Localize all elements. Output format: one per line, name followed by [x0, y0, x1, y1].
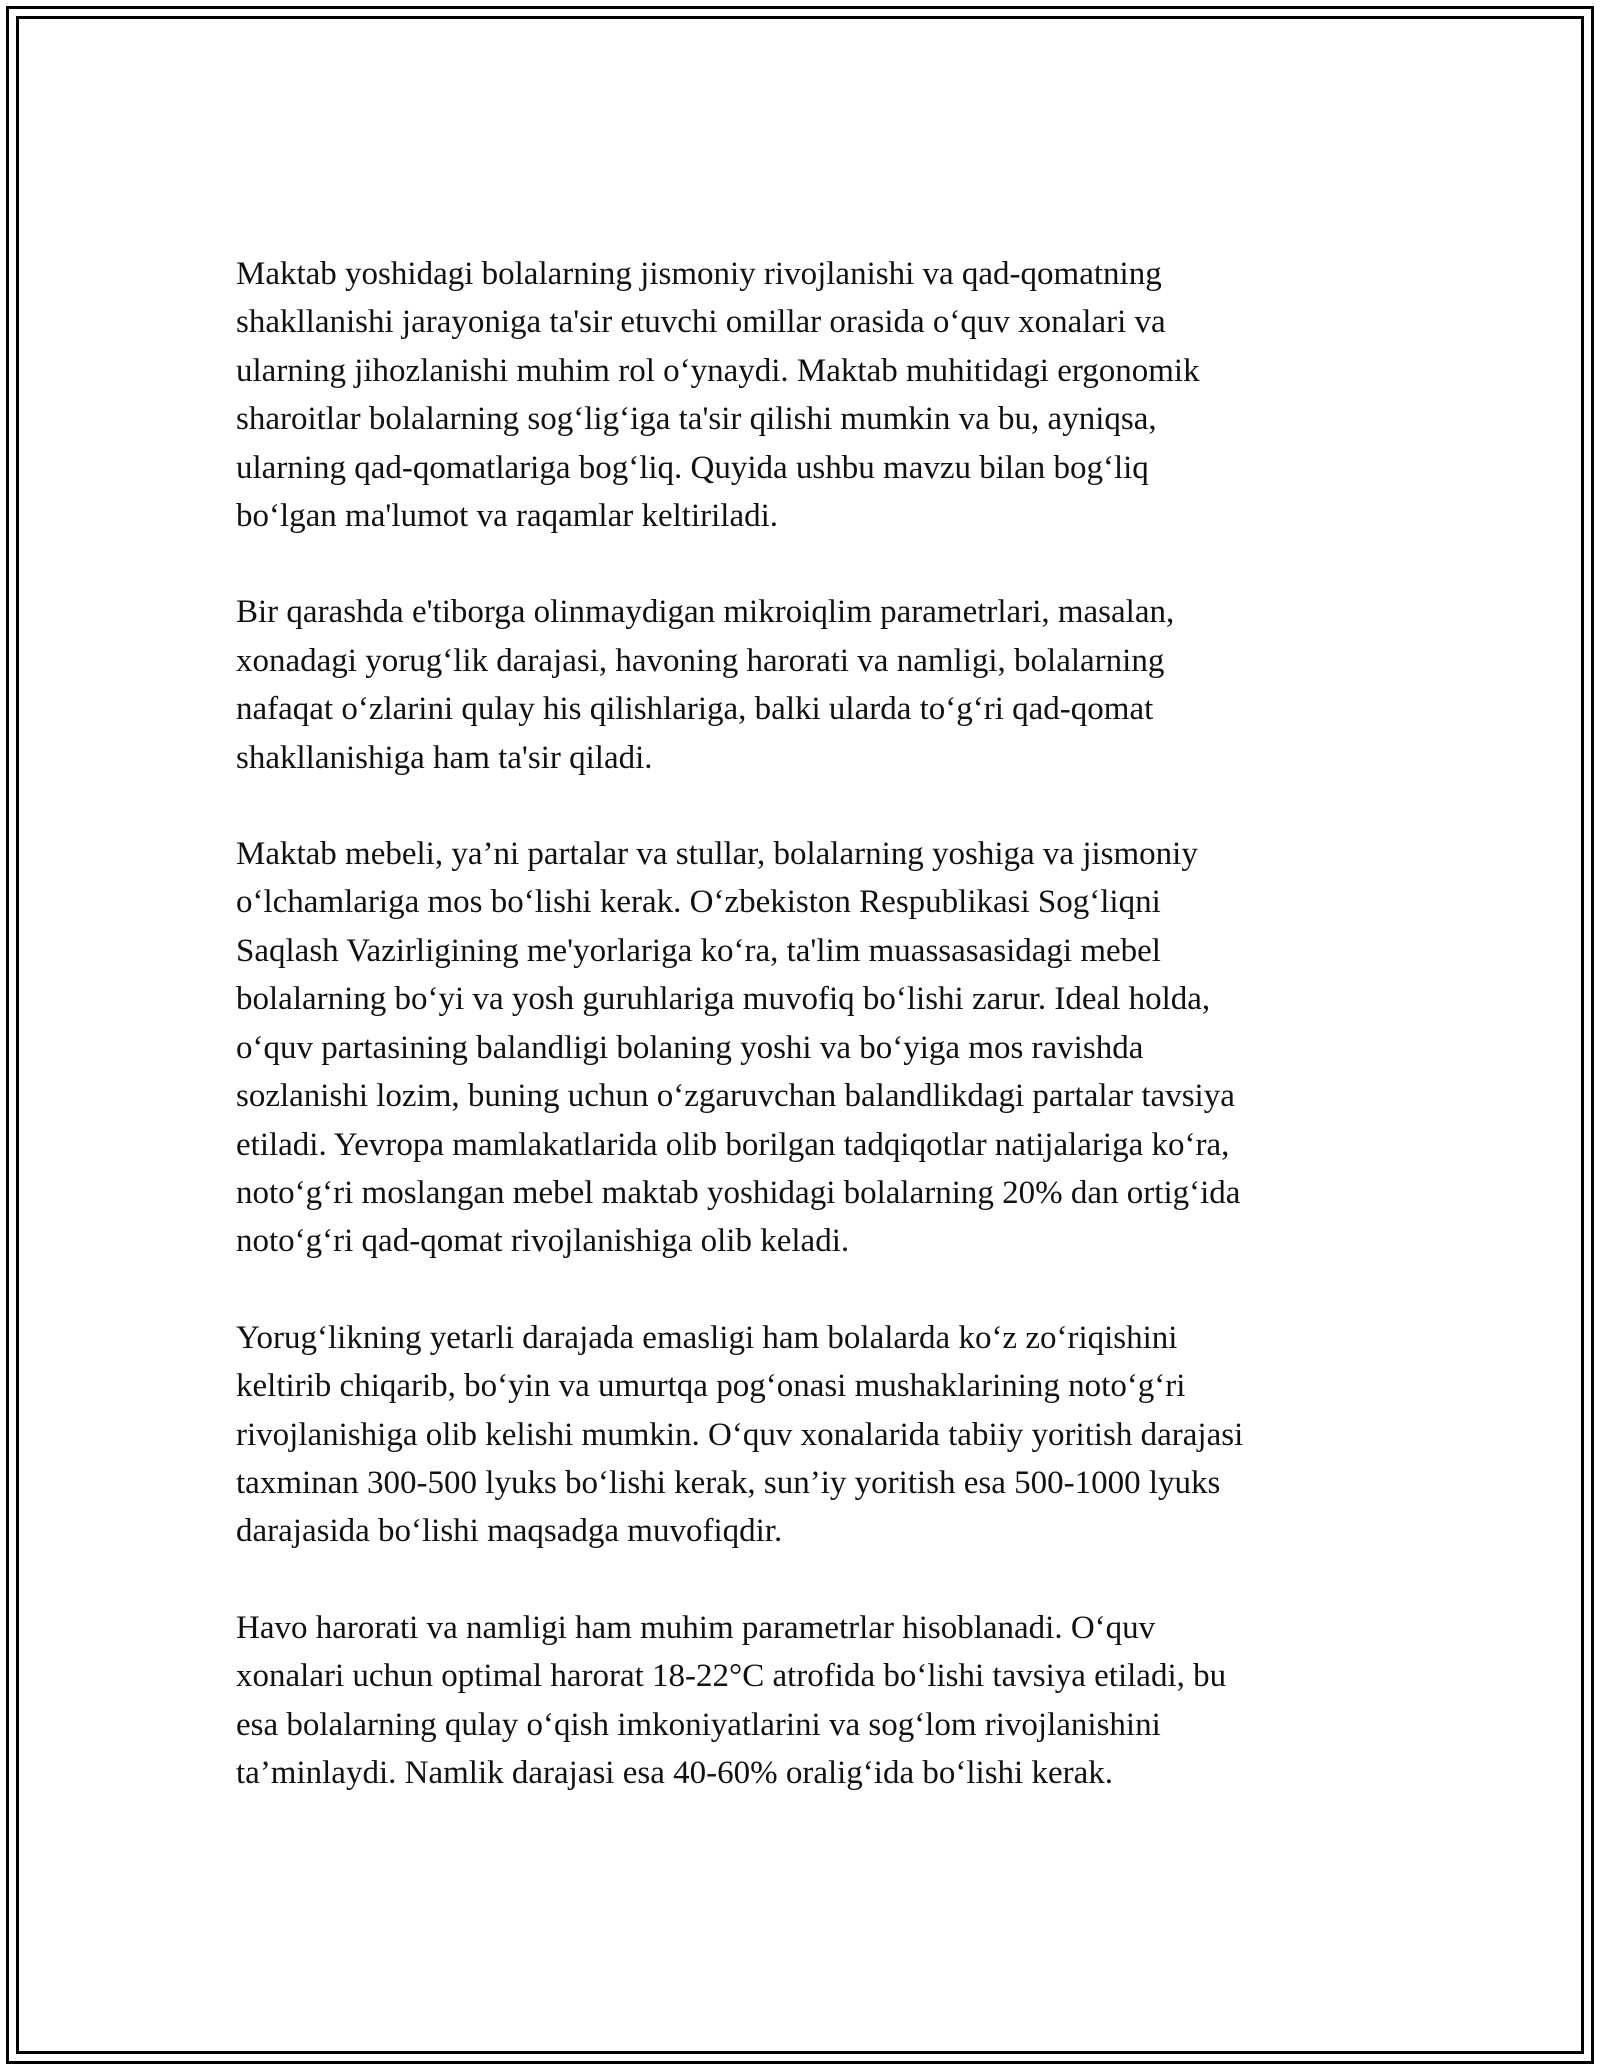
text-line: oʻlchamlariga mos boʻlishi kerak. Oʻzbekiston Respublikasi Sogʻliqni	[236, 884, 1161, 921]
text-line: Maktab mebeli, ya’ni partalar va stullar, bolalarning yoshiga va jismoniy	[236, 836, 1198, 873]
paragraph-4	[236, 1314, 1366, 1556]
text-line: notoʻgʻri qad-qomat rivojlanishiga olib keladi.	[236, 1223, 850, 1260]
paragraph-1	[236, 250, 1366, 540]
text-line: shakllanishiga ham ta'sir qiladi.	[236, 739, 653, 776]
text-line: etiladi. Yevropa mamlakatlarida olib borilgan tadqiqotlar natijalariga koʻra,	[236, 1126, 1230, 1163]
text-line: xonadagi yorugʻlik darajasi, havoning harorati va namligi, bolalarning	[236, 642, 1165, 679]
text-line: Havo harorati va namligi ham muhim parametrlar hisoblanadi. Oʻquv	[236, 1609, 1156, 1646]
text-line: Yorugʻlikning yetarli darajada emasligi ham bolalarda koʻz zoʻriqishini	[236, 1319, 1178, 1356]
paragraph-5	[236, 1604, 1366, 1798]
text-line: taxminan 300-500 lyuks boʻlishi kerak, sun’iy yoritish esa 500-1000 lyuks	[236, 1464, 1221, 1501]
text-line: sozlanishi lozim, buning uchun oʻzgaruvchan balandlikdagi partalar tavsiya	[236, 1078, 1235, 1115]
text-line: notoʻgʻri moslangan mebel maktab yoshidagi bolalarning 20% dan ortigʻida	[236, 1174, 1241, 1211]
text-line: Saqlash Vazirligining me'yorlariga koʻra, ta'lim muassasasidagi mebel	[236, 932, 1161, 969]
text-line: xonalari uchun optimal harorat 18-22°C atrofida boʻlishi tavsiya etiladi, bu	[236, 1658, 1227, 1695]
text-line: sharoitlar bolalarning sogʻligʻiga ta'sir qilishi mumkin va bu, ayniqsa,	[236, 401, 1157, 438]
text-line: keltirib chiqarib, boʻyin va umurtqa pogʻonasi mushaklarining notoʻgʻri	[236, 1368, 1186, 1405]
text-line: oʻquv partasining balandligi bolaning yoshi va boʻyiga mos ravishda	[236, 1029, 1144, 1066]
text-line: ularning jihozlanishi muhim rol oʻynaydi. Maktab muhitidagi ergonomik	[236, 352, 1200, 389]
text-line: Bir qarashda e'tiborga olinmaydigan mikroiqlim parametrlari, masalan,	[236, 594, 1175, 631]
text-line: ta’minlaydi. Namlik darajasi esa 40-60% oraligʻida boʻlishi kerak.	[236, 1754, 1113, 1791]
text-line: boʻlgan ma'lumot va raqamlar keltiriladi.	[236, 498, 779, 535]
text-line: darajasida boʻlishi maqsadga muvofiqdir.	[236, 1513, 783, 1550]
document-body	[236, 250, 1366, 1845]
text-line: esa bolalarning qulay oʻqish imkoniyatlarini va sogʻlom rivojlanishini	[236, 1706, 1161, 1743]
text-line: Maktab yoshidagi bolalarning jismoniy rivojlanishi va qad-qomatning	[236, 256, 1162, 292]
text-line: nafaqat oʻzlarini qulay his qilishlariga, balki ularda toʻgʻri qad-qomat	[236, 691, 1154, 728]
paragraph-3	[236, 830, 1366, 1266]
text-line: bolalarning boʻyi va yosh guruhlariga muvofiq boʻlishi zarur. Ideal holda,	[236, 981, 1211, 1018]
text-line: ularning qad-qomatlariga bogʻliq. Quyida ushbu mavzu bilan bogʻliq	[236, 449, 1149, 486]
text-line: rivojlanishiga olib kelishi mumkin. Oʻquv xonalarida tabiiy yoritish darajasi	[236, 1416, 1244, 1453]
paragraph-2	[236, 588, 1366, 782]
text-line: shakllanishi jarayoniga ta'sir etuvchi omillar orasida oʻquv xonalari va	[236, 304, 1166, 341]
